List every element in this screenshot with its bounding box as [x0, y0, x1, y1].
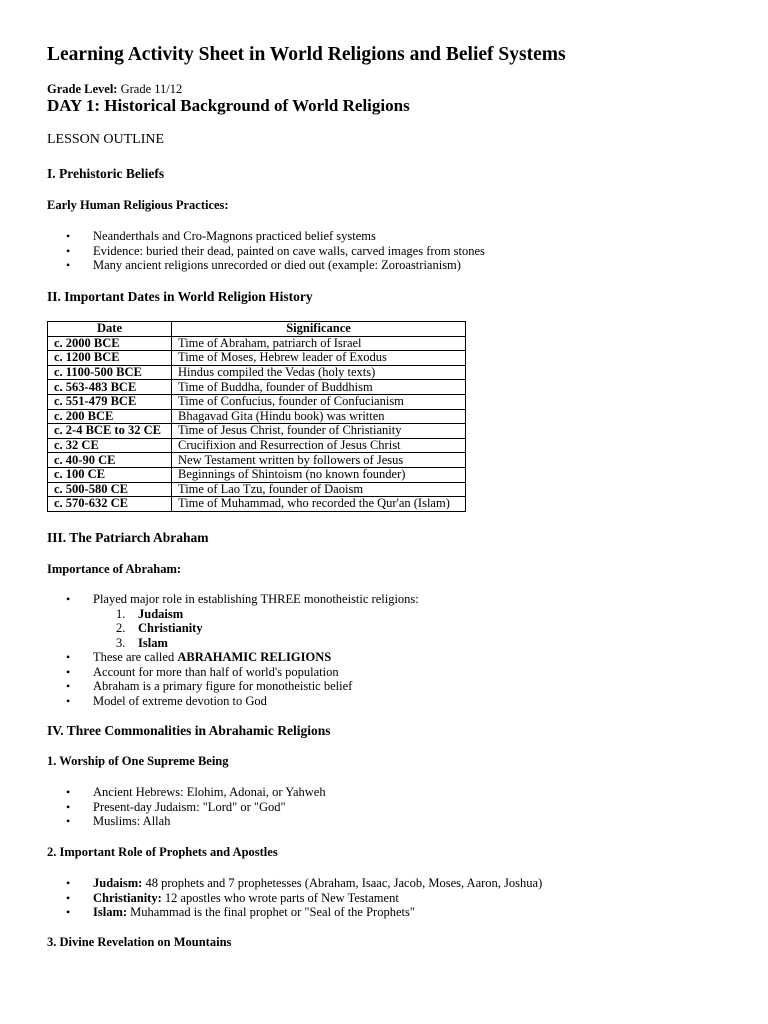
section-1-subheading: Early Human Religious Practices: [47, 198, 229, 212]
significance-cell: New Testament written by followers of Jesus [172, 453, 466, 468]
list-item: • Present-day Judaism: "Lord" or "God" [66, 800, 326, 815]
list-item-text: Muhammad is the final prophet or "Seal of the Prophets" [127, 905, 415, 919]
significance-cell: Time of Muhammad, who recorded the Qur'an (Islam) [172, 497, 466, 512]
abrahamic-religions-term: ABRAHAMIC RELIGIONS [177, 650, 332, 664]
list-item [66, 905, 542, 920]
table-row [48, 365, 466, 380]
subsection-1-bullet-list [66, 785, 326, 829]
table-row [48, 482, 466, 497]
list-item-text: 48 prophets and 7 prophetesses (Abraham, Isaac, Jacob, Moses, Aaron, Joshua) [142, 876, 543, 890]
significance-cell: Hindus compiled the Vedas (holy texts) [172, 365, 466, 380]
document-title: Learning Activity Sheet in World Religions and Belief Systems [47, 44, 566, 65]
subsection-1-heading: 1. Worship of One Supreme Being [47, 754, 229, 768]
significance-cell: Time of Confucius, founder of Confucianism [172, 394, 466, 409]
list-item [66, 650, 419, 665]
section-3-subheading: Importance of Abraham: [47, 562, 182, 576]
date-cell: c. 551-479 BCE [48, 394, 172, 409]
list-item-text: These are called [93, 650, 178, 664]
section-3-bullet-list [66, 592, 419, 708]
list-item [66, 876, 542, 891]
religion-number: 1. [116, 606, 126, 621]
table-row [48, 380, 466, 395]
table-header-row [48, 322, 466, 337]
significance-cell: Time of Moses, Hebrew leader of Exodus [172, 351, 466, 366]
date-cell: c. 2000 BCE [48, 336, 172, 351]
grade-level-label: Grade Level: [47, 82, 118, 96]
section-4-heading: IV. Three Commonalities in Abrahamic Religions [47, 723, 331, 738]
subsection-3-heading: 3. Divine Revelation on Mountains [47, 935, 232, 949]
date-cell: c. 563-483 BCE [48, 380, 172, 395]
religion-label: Judaism: [93, 876, 143, 890]
date-cell: c. 32 CE [48, 438, 172, 453]
list-item [66, 592, 419, 650]
list-item: • Ancient Hebrews: Elohim, Adonai, or Yahweh [66, 785, 326, 800]
table-row [48, 438, 466, 453]
list-item: • Account for more than half of world's population [66, 665, 419, 680]
significance-cell: Time of Jesus Christ, founder of Christianity [172, 424, 466, 439]
section-1-bullet-list [66, 229, 485, 273]
significance-cell: Crucifixion and Resurrection of Jesus Christ [172, 438, 466, 453]
list-item: • Evidence: buried their dead, painted on cave walls, carved images from stones [66, 244, 485, 259]
significance-cell: Time of Lao Tzu, founder of Daoism [172, 482, 466, 497]
religion-number: 3. [116, 635, 126, 650]
significance-cell: Beginnings of Shintoism (no known founder) [172, 467, 466, 482]
date-cell: c. 570-632 CE [48, 497, 172, 512]
date-cell: c. 1100-500 BCE [48, 365, 172, 380]
significance-cell: Time of Buddha, founder of Buddhism [172, 380, 466, 395]
list-item: • Model of extreme devotion to God [66, 694, 419, 709]
religion-item [116, 636, 419, 651]
list-item: • Abraham is a primary figure for monotheistic belief [66, 679, 419, 694]
religion-label: Islam: [93, 905, 128, 919]
religions-numbered-list [116, 607, 419, 651]
list-item-text: 12 apostles who wrote parts of New Testament [161, 890, 399, 905]
list-item-text: Played major role in establishing THREE monotheistic religions: [93, 592, 419, 606]
subsection-2-bullet-list [66, 876, 542, 920]
table-row [48, 351, 466, 366]
significance-cell: Bhagavad Gita (Hindu book) was written [172, 409, 466, 424]
date-cell: c. 200 BCE [48, 409, 172, 424]
section-1-heading: I. Prehistoric Beliefs [47, 166, 165, 181]
table-row [48, 336, 466, 351]
religion-name: Christianity [138, 621, 203, 635]
religion-item [116, 607, 419, 622]
section-2-heading: II. Important Dates in World Religion History [47, 289, 313, 304]
date-cell: c. 40-90 CE [48, 453, 172, 468]
section-3-heading: III. The Patriarch Abraham [47, 530, 209, 545]
grade-level [47, 82, 182, 97]
grade-level-value: Grade 11/12 [120, 82, 183, 96]
religion-item [116, 621, 419, 636]
column-header-significance: Significance [172, 322, 466, 337]
column-header-date: Date [48, 322, 172, 337]
religion-label: Christianity: [93, 890, 162, 905]
religion-number: 2. [116, 621, 126, 635]
dates-table [47, 321, 466, 512]
subsection-2-heading: 2. Important Role of Prophets and Apostles [47, 845, 278, 859]
date-cell: c. 500-580 CE [48, 482, 172, 497]
date-cell: c. 1200 BCE [48, 351, 172, 366]
date-cell: c. 100 CE [48, 467, 172, 482]
list-item: • Muslims: Allah [66, 814, 326, 829]
list-item [66, 891, 542, 906]
table-row [48, 409, 466, 424]
lesson-outline-heading: LESSON OUTLINE [47, 132, 165, 147]
religion-name: Islam [138, 635, 168, 650]
list-item: • Neanderthals and Cro-Magnons practiced belief systems [66, 229, 485, 244]
list-item: • Many ancient religions unrecorded or died out (example: Zoroastrianism) [66, 258, 485, 273]
day-title: DAY 1: Historical Background of World Religions [47, 96, 410, 115]
table-row [48, 497, 466, 512]
table-row [48, 467, 466, 482]
table-row [48, 453, 466, 468]
date-cell: c. 2-4 BCE to 32 CE [48, 424, 172, 439]
table-row [48, 424, 466, 439]
religion-name: Judaism [138, 606, 184, 621]
significance-cell: Time of Abraham, patriarch of Israel [172, 336, 466, 351]
table-row [48, 394, 466, 409]
